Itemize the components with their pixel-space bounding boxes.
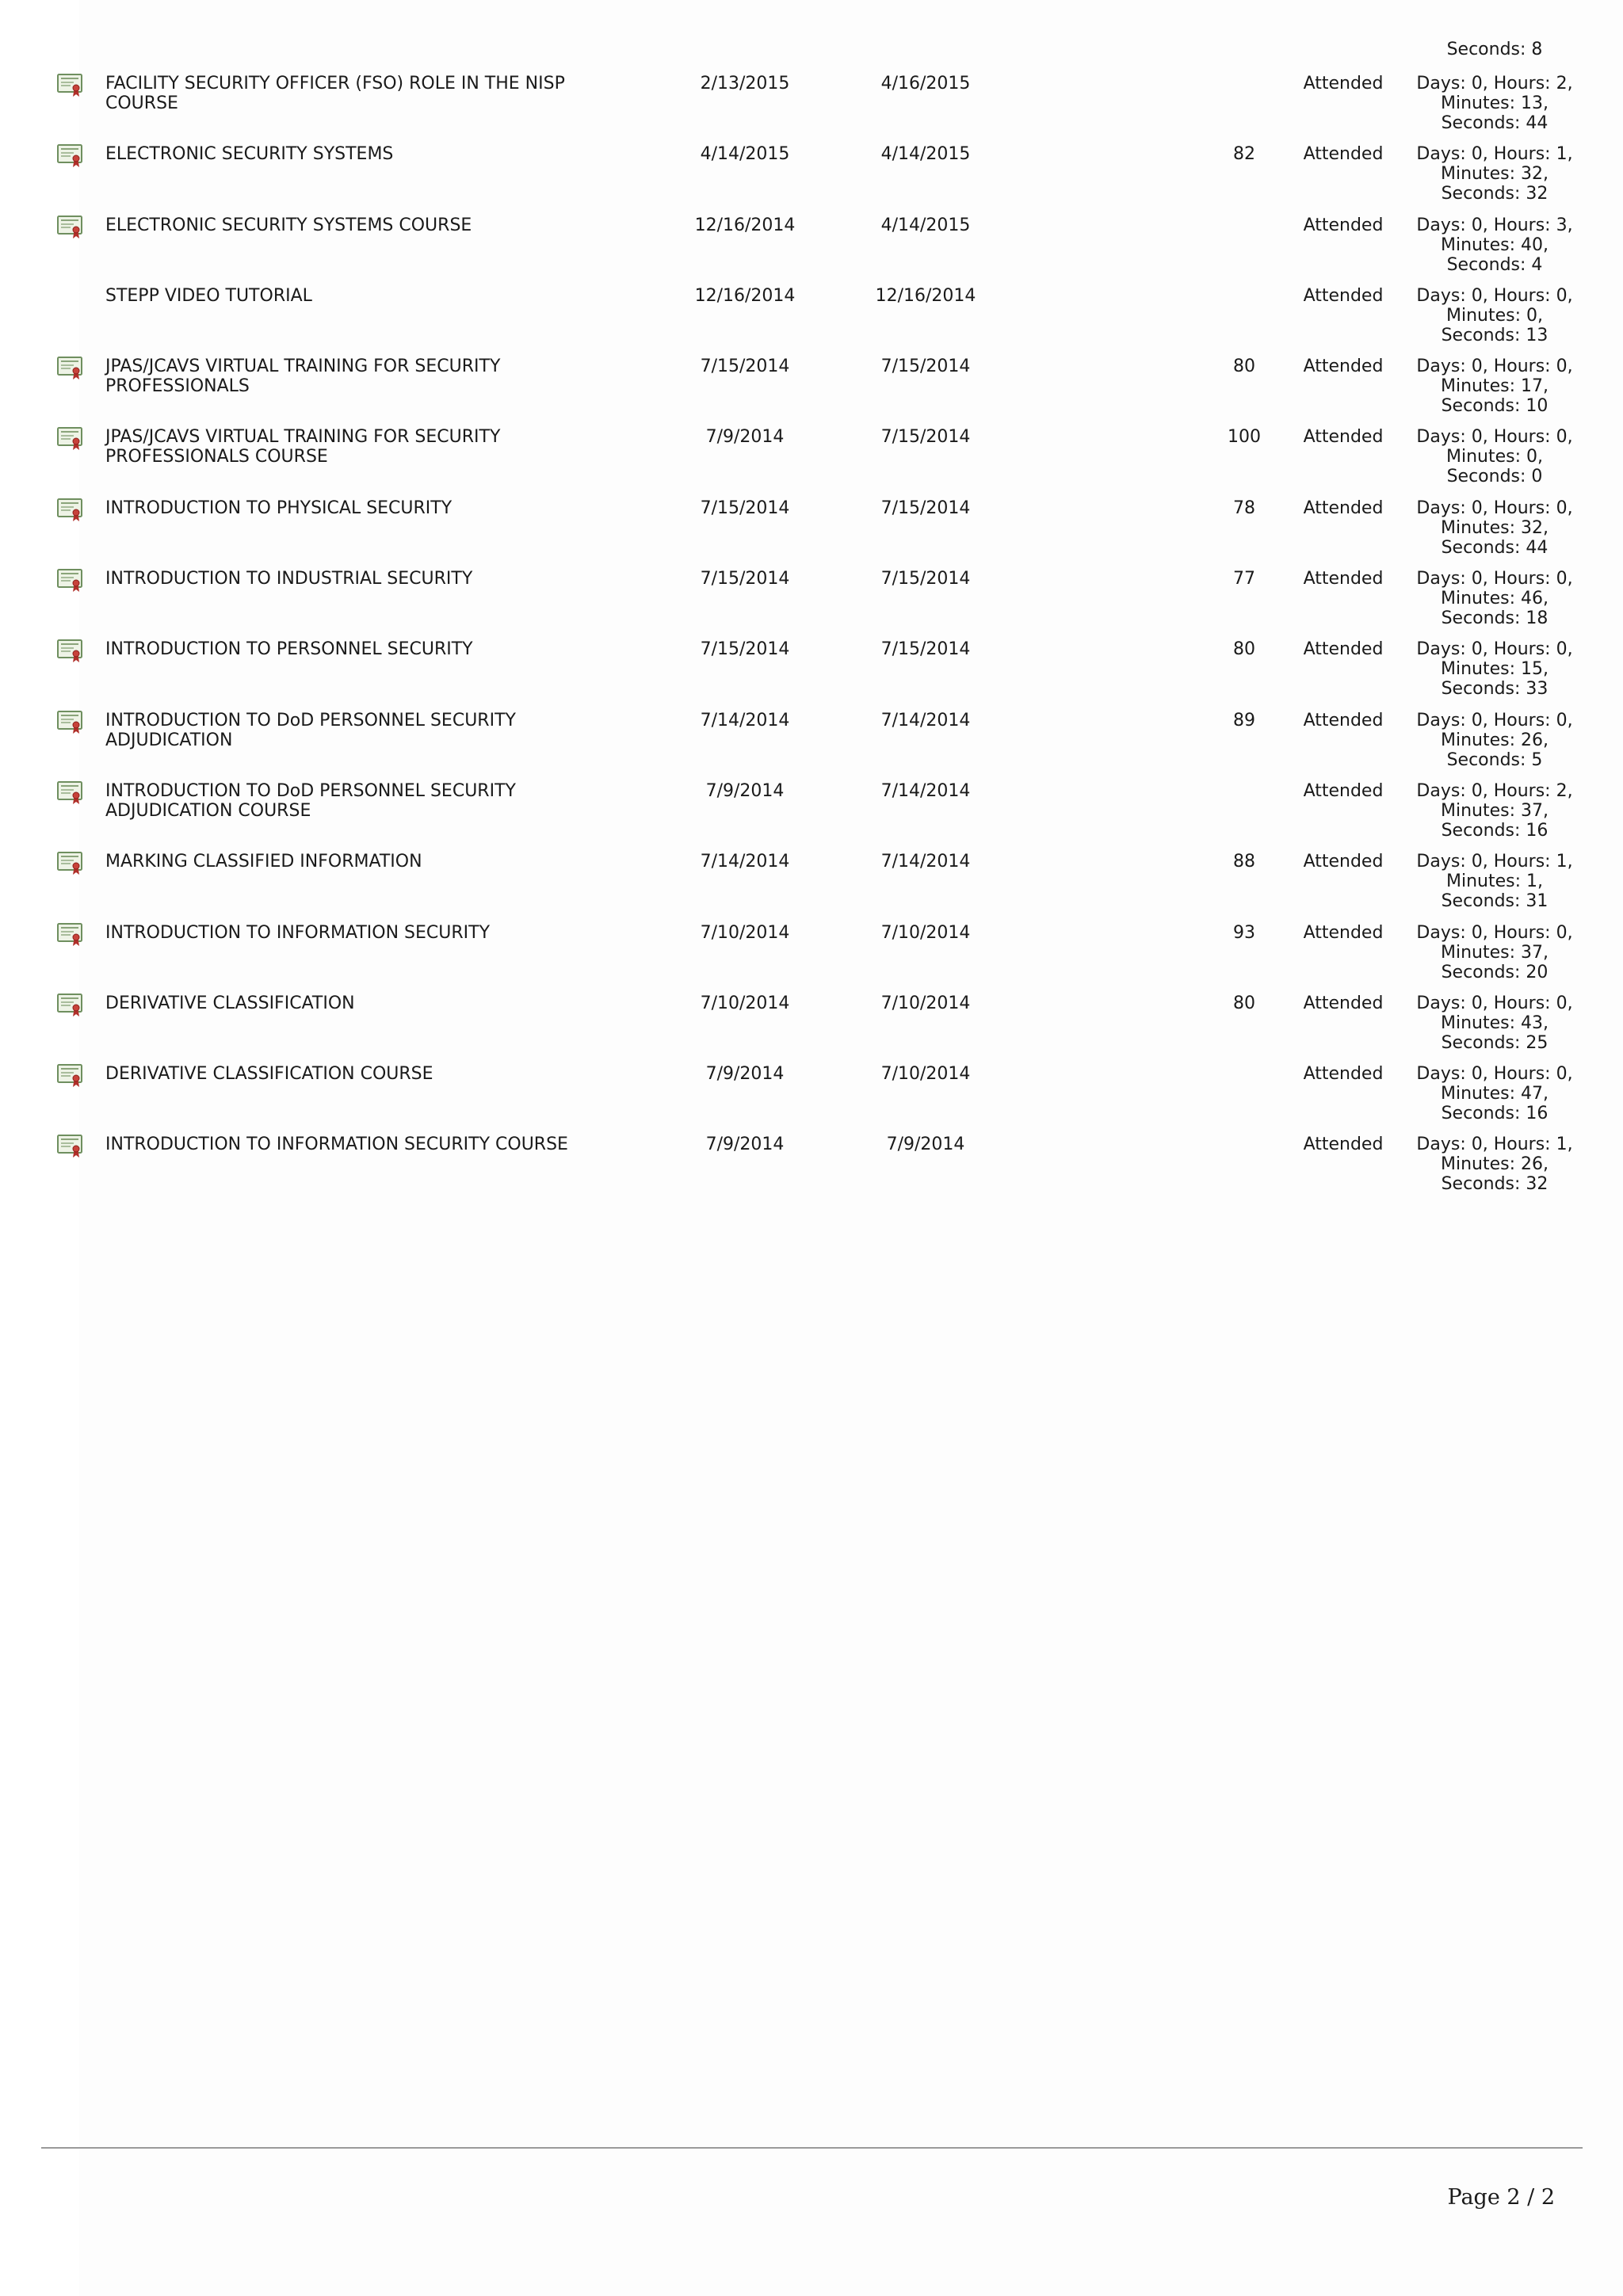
course-title: INTRODUCTION TO PHYSICAL SECURITY	[105, 498, 453, 518]
time-spent: Days: 0, Hours: 1, Minutes: 1, Seconds: 31	[1416, 852, 1573, 912]
status: Attended	[1303, 427, 1384, 448]
time-spent: Days: 0, Hours: 0, Minutes: 0, Seconds: 13	[1416, 285, 1573, 345]
completion-date: 7/14/2014	[880, 780, 971, 801]
time-spent: Days: 0, Hours: 3, Minutes: 40, Seconds: 4	[1416, 215, 1573, 275]
certificate-icon-cell[interactable]	[57, 1064, 84, 1088]
certificate-icon-cell[interactable]	[57, 1135, 84, 1158]
table-row	[0, 994, 1623, 1064]
table-row	[0, 215, 1623, 286]
time-spent: Days: 0, Hours: 0, Minutes: 0, Seconds: 0	[1416, 427, 1573, 487]
certificate-icon[interactable]	[57, 215, 84, 239]
time-spent: Days: 0, Hours: 0, Minutes: 17, Seconds: 10	[1416, 357, 1573, 417]
time-spent: Days: 0, Hours: 0, Minutes: 46, Seconds: 18	[1416, 569, 1573, 629]
time-spent: Days: 0, Hours: 1, Minutes: 32, Seconds: 32	[1416, 144, 1573, 204]
completion-date: 12/16/2014	[875, 285, 976, 306]
course-title: DERIVATIVE CLASSIFICATION	[105, 993, 355, 1013]
status: Attended	[1303, 780, 1384, 801]
table-row	[0, 711, 1623, 781]
score: 78	[1233, 498, 1255, 518]
certificate-icon-cell[interactable]	[57, 144, 84, 168]
certificate-icon-cell[interactable]	[57, 74, 84, 97]
status: Attended	[1303, 1064, 1384, 1085]
table-row	[0, 852, 1623, 922]
start-date: 12/16/2014	[694, 215, 796, 235]
certificate-icon[interactable]	[57, 923, 84, 947]
course-title: INTRODUCTION TO DoD PERSONNEL SECURITY ADJUDICATION	[105, 710, 516, 750]
completion-date: 7/14/2014	[880, 852, 971, 872]
certificate-icon-cell[interactable]	[57, 215, 84, 239]
score: 80	[1233, 639, 1255, 660]
table-row	[0, 781, 1623, 852]
score: 89	[1233, 710, 1255, 730]
status: Attended	[1303, 639, 1384, 660]
certificate-icon[interactable]	[57, 781, 84, 805]
score: 82	[1233, 144, 1255, 165]
time-spent: Days: 0, Hours: 0, Minutes: 37, Seconds: 20	[1416, 922, 1573, 982]
course-title: INTRODUCTION TO DoD PERSONNEL SECURITY ADJUDICATION COURSE	[105, 780, 516, 821]
completion-date: 7/14/2014	[880, 710, 971, 730]
certificate-icon-cell[interactable]	[57, 639, 84, 663]
score: 80	[1233, 357, 1255, 377]
start-date: 7/15/2014	[700, 639, 790, 660]
course-title: DERIVATIVE CLASSIFICATION COURSE	[105, 1064, 433, 1085]
status: Attended	[1303, 498, 1384, 518]
score: 80	[1233, 993, 1255, 1013]
status: Attended	[1303, 569, 1384, 589]
score: 100	[1228, 427, 1261, 448]
certificate-icon-cell[interactable]	[57, 852, 84, 875]
course-title: INTRODUCTION TO INFORMATION SECURITY COURSE	[105, 1135, 568, 1155]
completion-date: 4/16/2015	[880, 74, 971, 93]
score: 93	[1233, 922, 1255, 943]
certificate-icon[interactable]	[57, 427, 84, 451]
certificate-icon-cell[interactable]	[57, 427, 84, 451]
status: Attended	[1303, 993, 1384, 1013]
table-row	[0, 286, 1623, 357]
table-row	[0, 1135, 1623, 1205]
course-title: INTRODUCTION TO PERSONNEL SECURITY	[105, 639, 473, 660]
score: 88	[1233, 852, 1255, 872]
start-date: 7/15/2014	[700, 498, 790, 518]
certificate-icon[interactable]	[57, 357, 84, 380]
footer-divider	[41, 2147, 1583, 2149]
start-date: 7/15/2014	[700, 357, 790, 377]
course-title: FACILITY SECURITY OFFICER (FSO) ROLE IN THE NISP COURSE	[105, 74, 565, 113]
certificate-icon[interactable]	[57, 1135, 84, 1158]
completion-date: 7/15/2014	[880, 498, 971, 518]
start-date: 2/13/2015	[700, 74, 790, 93]
time-spent: Days: 0, Hours: 0, Minutes: 15, Seconds: 33	[1416, 639, 1573, 700]
start-date: 7/9/2014	[705, 1064, 785, 1085]
completion-date: 7/10/2014	[880, 1064, 971, 1085]
start-date: 7/14/2014	[700, 852, 790, 872]
table-row	[0, 74, 1623, 144]
start-date: 7/10/2014	[700, 922, 790, 943]
course-title: JPAS/JCAVS VIRTUAL TRAINING FOR SECURITY PROFESSIONALS	[105, 357, 501, 397]
certificate-icon[interactable]	[57, 144, 84, 168]
status: Attended	[1303, 710, 1384, 730]
status: Attended	[1303, 1135, 1384, 1155]
course-title: MARKING CLASSIFIED INFORMATION	[105, 852, 422, 872]
completion-date: 4/14/2015	[880, 144, 971, 165]
carryover-time-remainder: Seconds: 8	[1446, 40, 1543, 59]
certificate-icon[interactable]	[57, 994, 84, 1017]
table-row	[0, 427, 1623, 498]
time-spent: Days: 0, Hours: 0, Minutes: 26, Seconds: 5	[1416, 710, 1573, 770]
status: Attended	[1303, 285, 1384, 306]
completion-date: 7/10/2014	[880, 922, 971, 943]
course-title: ELECTRONIC SECURITY SYSTEMS COURSE	[105, 215, 472, 235]
certificate-icon[interactable]	[57, 569, 84, 593]
certificate-icon-cell[interactable]	[57, 711, 84, 734]
certificate-icon-cell[interactable]	[57, 357, 84, 380]
course-title: INTRODUCTION TO INFORMATION SECURITY	[105, 922, 491, 943]
start-date: 12/16/2014	[694, 285, 796, 306]
status: Attended	[1303, 215, 1384, 235]
certificate-icon-cell[interactable]	[57, 498, 84, 522]
status: Attended	[1303, 852, 1384, 872]
course-title: JPAS/JCAVS VIRTUAL TRAINING FOR SECURITY PROFESSIONALS COURSE	[105, 427, 501, 467]
course-title: STEPP VIDEO TUTORIAL	[105, 285, 312, 306]
time-spent: Days: 0, Hours: 1, Minutes: 26, Seconds: 32	[1416, 1135, 1573, 1195]
certificate-icon-cell[interactable]	[57, 569, 84, 593]
start-date: 7/15/2014	[700, 569, 790, 589]
course-title: INTRODUCTION TO INDUSTRIAL SECURITY	[105, 569, 473, 589]
score: 77	[1233, 569, 1255, 589]
completion-date: 4/14/2015	[880, 215, 971, 235]
certificate-icon[interactable]	[57, 639, 84, 663]
certificate-icon[interactable]	[57, 498, 84, 522]
time-spent: Days: 0, Hours: 0, Minutes: 43, Seconds: 25	[1416, 993, 1573, 1053]
status: Attended	[1303, 144, 1384, 165]
start-date: 7/10/2014	[700, 993, 790, 1013]
table-row	[0, 357, 1623, 427]
table-row	[0, 1064, 1623, 1135]
certificate-icon[interactable]	[57, 74, 84, 97]
start-date: 7/9/2014	[705, 780, 785, 801]
table-row	[0, 639, 1623, 710]
start-date: 7/14/2014	[700, 710, 790, 730]
certificate-icon-cell[interactable]	[57, 923, 84, 947]
status: Attended	[1303, 922, 1384, 943]
table-row	[0, 569, 1623, 639]
completion-date: 7/15/2014	[880, 427, 971, 448]
time-spent: Days: 0, Hours: 2, Minutes: 37, Seconds: 16	[1416, 780, 1573, 841]
completion-date: 7/15/2014	[880, 357, 971, 377]
certificate-icon-cell[interactable]	[57, 781, 84, 805]
table-row	[0, 923, 1623, 994]
start-date: 7/9/2014	[705, 427, 785, 448]
certificate-icon[interactable]	[57, 1064, 84, 1088]
start-date: 7/9/2014	[705, 1135, 785, 1155]
time-spent: Days: 0, Hours: 0, Minutes: 47, Seconds: 16	[1416, 1064, 1573, 1124]
completion-date: 7/10/2014	[880, 993, 971, 1013]
start-date: 4/14/2015	[700, 144, 790, 165]
table-row	[0, 498, 1623, 569]
status: Attended	[1303, 74, 1384, 93]
time-spent: Days: 0, Hours: 2, Minutes: 13, Seconds: 44	[1416, 74, 1573, 133]
table-row	[0, 144, 1623, 215]
time-spent: Days: 0, Hours: 0, Minutes: 32, Seconds: 44	[1416, 498, 1573, 558]
transcript-table	[0, 74, 1623, 1206]
completion-date: 7/15/2014	[880, 569, 971, 589]
status: Attended	[1303, 357, 1384, 377]
certificate-icon-cell[interactable]	[57, 994, 84, 1017]
page-number: Page 2 / 2	[1447, 2185, 1555, 2210]
completion-date: 7/15/2014	[880, 639, 971, 660]
completion-date: 7/9/2014	[886, 1135, 965, 1155]
course-title: ELECTRONIC SECURITY SYSTEMS	[105, 144, 394, 165]
certificate-icon[interactable]	[57, 711, 84, 734]
certificate-icon[interactable]	[57, 852, 84, 875]
